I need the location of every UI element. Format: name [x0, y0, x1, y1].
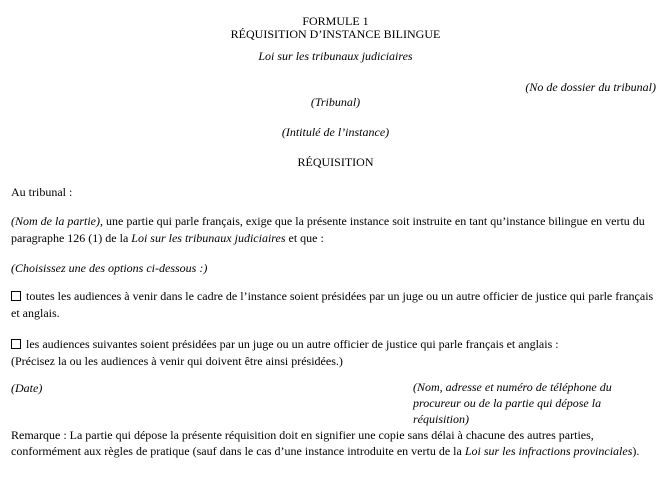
intro-text: , une partie qui parle français, exige que la présente instance soit instruite en tant qu’instance bilingue en vertu du paragraphe 126 (1) de la [11, 214, 645, 245]
party-name-placeholder: (Nom de la partie) [11, 214, 100, 228]
intro-paragraph [11, 213, 661, 247]
signatory-field [413, 379, 663, 427]
option-all-hearings [11, 288, 659, 322]
signatory-line-3: réquisition) [413, 412, 469, 426]
date-field [11, 381, 42, 396]
court-label: (Tribunal) [310, 95, 361, 109]
signatory-line-1: (Nom, adresse et numéro de téléphone du [413, 380, 612, 394]
signatory-line-2: procureur ou de la partie qui dépose la [413, 396, 602, 410]
salutation: Au tribunal : [11, 185, 73, 199]
remark-end: ). [632, 444, 640, 458]
court-file-number-field [525, 80, 656, 95]
remark-text: Remarque : La partie qui dépose la présente réquisition doit en signifier une copie sans délai à chacune des autres parties, conformément aux règles de pratique (sauf dans le cas d’une instance introduite en vertu de la [11, 428, 594, 458]
court-field [0, 95, 671, 110]
statute-name [0, 49, 671, 64]
checkbox-all-hearings[interactable] [11, 291, 21, 301]
remark-statute: Loi sur les infractions provinciales [464, 444, 633, 458]
title-of-proceeding-field [0, 125, 671, 140]
intro-statute: Loi sur les tribunaux judiciaires [131, 231, 286, 245]
option-instruction [11, 261, 207, 276]
title-of-proceeding-label: (Intitulé de l’instance) [281, 125, 390, 139]
form-title: RÉQUISITION D’INSTANCE BILINGUE [230, 27, 441, 41]
form-number: FORMULE 1 [302, 14, 369, 28]
option-instruction-text: (Choisissez une des options ci-dessous :) [11, 261, 208, 275]
option-specific-hearings-text: les audiences suivantes soient présidées par un juge ou un autre officier de justice qui parle français et anglais : [26, 337, 559, 351]
court-file-number-label: (No de dossier du tribunal) [525, 80, 656, 94]
statute-name-text: Loi sur les tribunaux judiciaires [258, 49, 413, 63]
option-all-hearings-text: toutes les audiences à venir dans le cadre de l’instance soient présidées par un juge ou un autre officier de justice qui parle français et anglais. [11, 289, 654, 320]
remark-paragraph [11, 427, 661, 459]
checkbox-specific-hearings[interactable] [11, 339, 21, 349]
intro-end: et que : [285, 231, 324, 245]
option-specific-hearings [11, 336, 659, 370]
option-specific-hearings-subtext: (Précisez la ou les audiences à venir qui doivent être ainsi présidées.) [11, 354, 343, 368]
date-label: (Date) [11, 381, 43, 395]
requisition-heading: RÉQUISITION [297, 155, 374, 169]
